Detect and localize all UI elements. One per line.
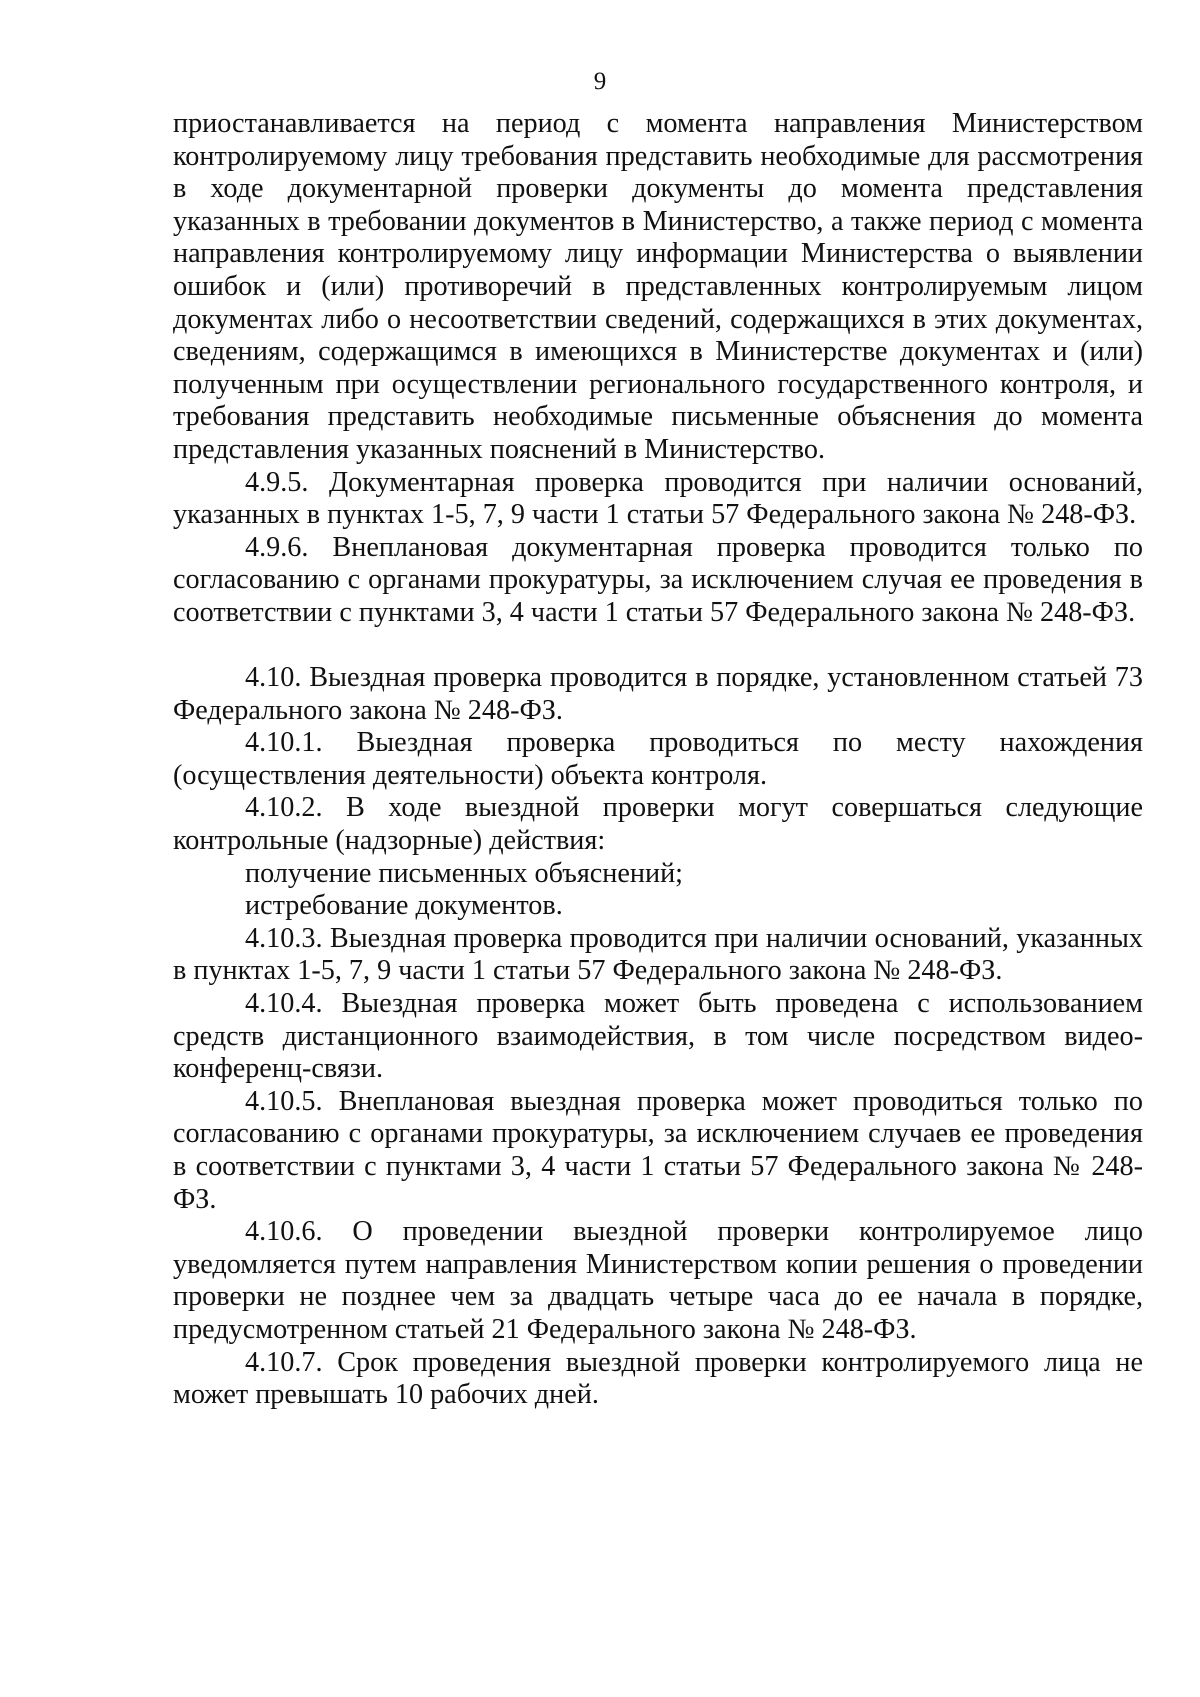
paragraph-gap [173, 630, 1143, 663]
list-item-documents: истребование документов. [245, 890, 563, 922]
page-number: 9 [593, 68, 607, 95]
paragraph-4-10-2: 4.10.2. В ходе выездной проверки могут совершаться следующие контрольные (надзорные) действия: [173, 792, 1143, 857]
document-body [173, 108, 1143, 1412]
paragraph-4-10-6: 4.10.6. О проведении выездной проверки контролируемое лицо уведомляется путем направления Министерством копии решения о проведении проверки не позднее чем за двадцать четыре часа до ее начала в порядке, предусмотренном статьей 21 Федерального закона № 248-ФЗ. [173, 1216, 1143, 1345]
list-item-explanations: получение письменных объяснений; [245, 857, 683, 889]
paragraph-continuation: приостанавливается на период с момента направления Министерством контролируемому лицу требования представить необходимые для рассмотрения в ходе документарной проверки документы до момента представления указанных в требовании документов в Министерство, а также период с момента направления контролируемому лицу информации Министерства о выявлении ошибок и (или) противоречий в представленных контролируемым лицом документах либо о несоответствии сведений, содержащихся в этих документах, сведениям, содержащимся в имеющихся в Министерстве документах и (или) полученным при осуществлении регионального государственного контроля, и требования представить необходимые письменные объяснения до момента представления указанных пояснений в Министерство. [173, 108, 1143, 465]
paragraph-4-9-6: 4.9.6. Внеплановая документарная проверка проводится только по согласованию с органами прокуратуры, за исключением случая ее проведения в соответствии с пунктами 3, 4 части 1 статьи 57 Федерального закона № 248-ФЗ. [173, 531, 1143, 628]
paragraph-4-10-4: 4.10.4. Выездная проверка может быть проведена с использованием средств дистанционного взаимодействия, в том числе посредством видео-конференц-связи. [173, 988, 1143, 1085]
paragraph-4-10: 4.10. Выездная проверка проводится в порядке, установленном статьей 73 Федерального закона № 248-ФЗ. [173, 662, 1143, 726]
paragraph-4-10-1: 4.10.1. Выездная проверка проводиться по месту нахождения (осуществления деятельности) объекта контроля. [173, 727, 1143, 791]
paragraph-4-10-7: 4.10.7. Срок проведения выездной проверки контролируемого лица не может превышать 10 рабочих дней. [173, 1346, 1143, 1411]
paragraph-4-10-3: 4.10.3. Выездная проверка проводится при наличии оснований, указанных в пунктах 1-5, 7, 9 части 1 статьи 57 Федерального закона № 248-ФЗ. [173, 922, 1143, 987]
paragraph-4-9-5: 4.9.5. Документарная проверка проводится при наличии оснований, указанных в пунктах 1-5, 7, 9 части 1 статьи 57 Федерального закона № 248-ФЗ. [173, 466, 1143, 531]
paragraph-4-10-5: 4.10.5. Внеплановая выездная проверка может проводиться только по согласованию с органами прокуратуры, за исключением случаев ее проведения в соответствии с пунктами 3, 4 части 1 статьи 57 Федерального закона № 248-ФЗ. [173, 1085, 1143, 1215]
